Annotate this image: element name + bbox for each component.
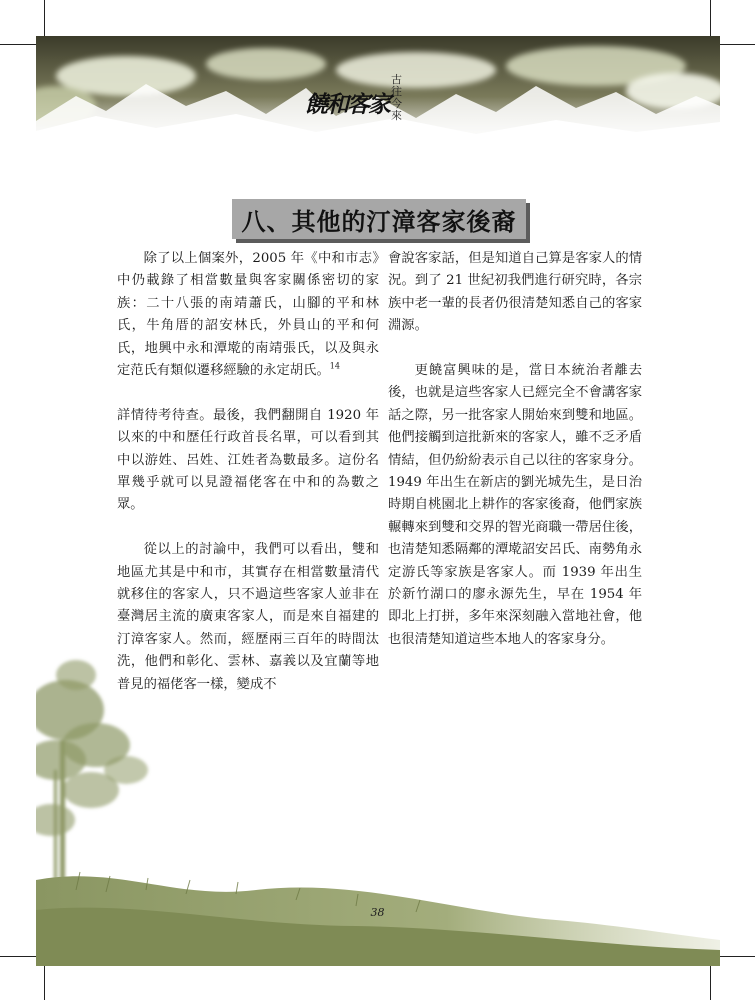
page-number: 38	[370, 906, 385, 919]
paragraph: 詳情待考待查。最後，我們翻開自 1920 年以來的中和歷任行政首長名單，可以看到其中以游姓、呂姓、江姓者為數最多。這份名單幾乎就可以見證福佬客在中和的為數之眾。	[117, 407, 379, 513]
logo-subtitle	[391, 74, 407, 122]
footnote-marker: 14	[329, 361, 340, 371]
logo-sub-char: 來	[391, 109, 402, 122]
book-logo	[305, 72, 425, 142]
paragraph: 從以上的討論中，我們可以看出，雙和地區尤其是中和市，其實存在相當數量清代就移住的客家人，只不過這些客家人並非在臺灣居主流的廣東客家人，而是來自福建的汀漳客家人。然而，經歷兩三百年的時間汰洗，他們和彰化、雲林、嘉義以及宜蘭等地普見的福佬客一樣，變成不	[117, 542, 379, 692]
logo-sub-char: 今	[391, 97, 402, 110]
logo-sub-char: 古	[391, 73, 402, 86]
section-title: 八、其他的汀漳客家後裔	[241, 206, 517, 236]
paragraph	[117, 248, 379, 382]
logo-sub-char: 往	[391, 85, 402, 98]
left-text-column	[117, 248, 379, 718]
right-text-column	[388, 248, 642, 674]
logo-main-text: 饒和客家	[305, 91, 389, 118]
paragraph: 會說客家話，但是知道自己算是客家人的情況。到了 21 世紀初我們進行研究時，各宗族中老一輩的長者仍很清楚知悉自己的客家淵源。	[388, 251, 642, 334]
paragraph-text: 除了以上個案外，2005 年《中和市志》中仍載錄了相當數量與客家關係密切的家族：二十八張的南靖蕭氏，山腳的平和林氏，牛角厝的詔安林氏，外員山的平和何氏，地興中永和潭墘的南靖張氏，以及與永定范氏有類似遷移經驗的永定胡氏。	[117, 251, 379, 379]
section-title-box	[232, 199, 526, 239]
paragraph: 更饒富興味的是，當日本統治者離去後，也就是這些客家人已經完全不會講客家話之際，另一批客家人開始來到雙和地區。他們接觸到這批新來的客家人，雖不乏矛盾情結，但仍紛紛表示自己以往的客家身分。1949 年出生在新店的劉光城先生，是日治時期自桃園北上耕作的客家後裔，他們家族輾轉來到雙和交界的智光商職一帶居住後，也清楚知悉隔鄰的潭墘詔安呂氏、南勢角永定游氏等家族是客家人。而 1939 年出生於新竹湖口的廖永源先生，早在 1954 年即北上打拼，多年來深刻融入當地社會，他也很清楚知道這些本地人的客家身分。	[388, 363, 642, 647]
